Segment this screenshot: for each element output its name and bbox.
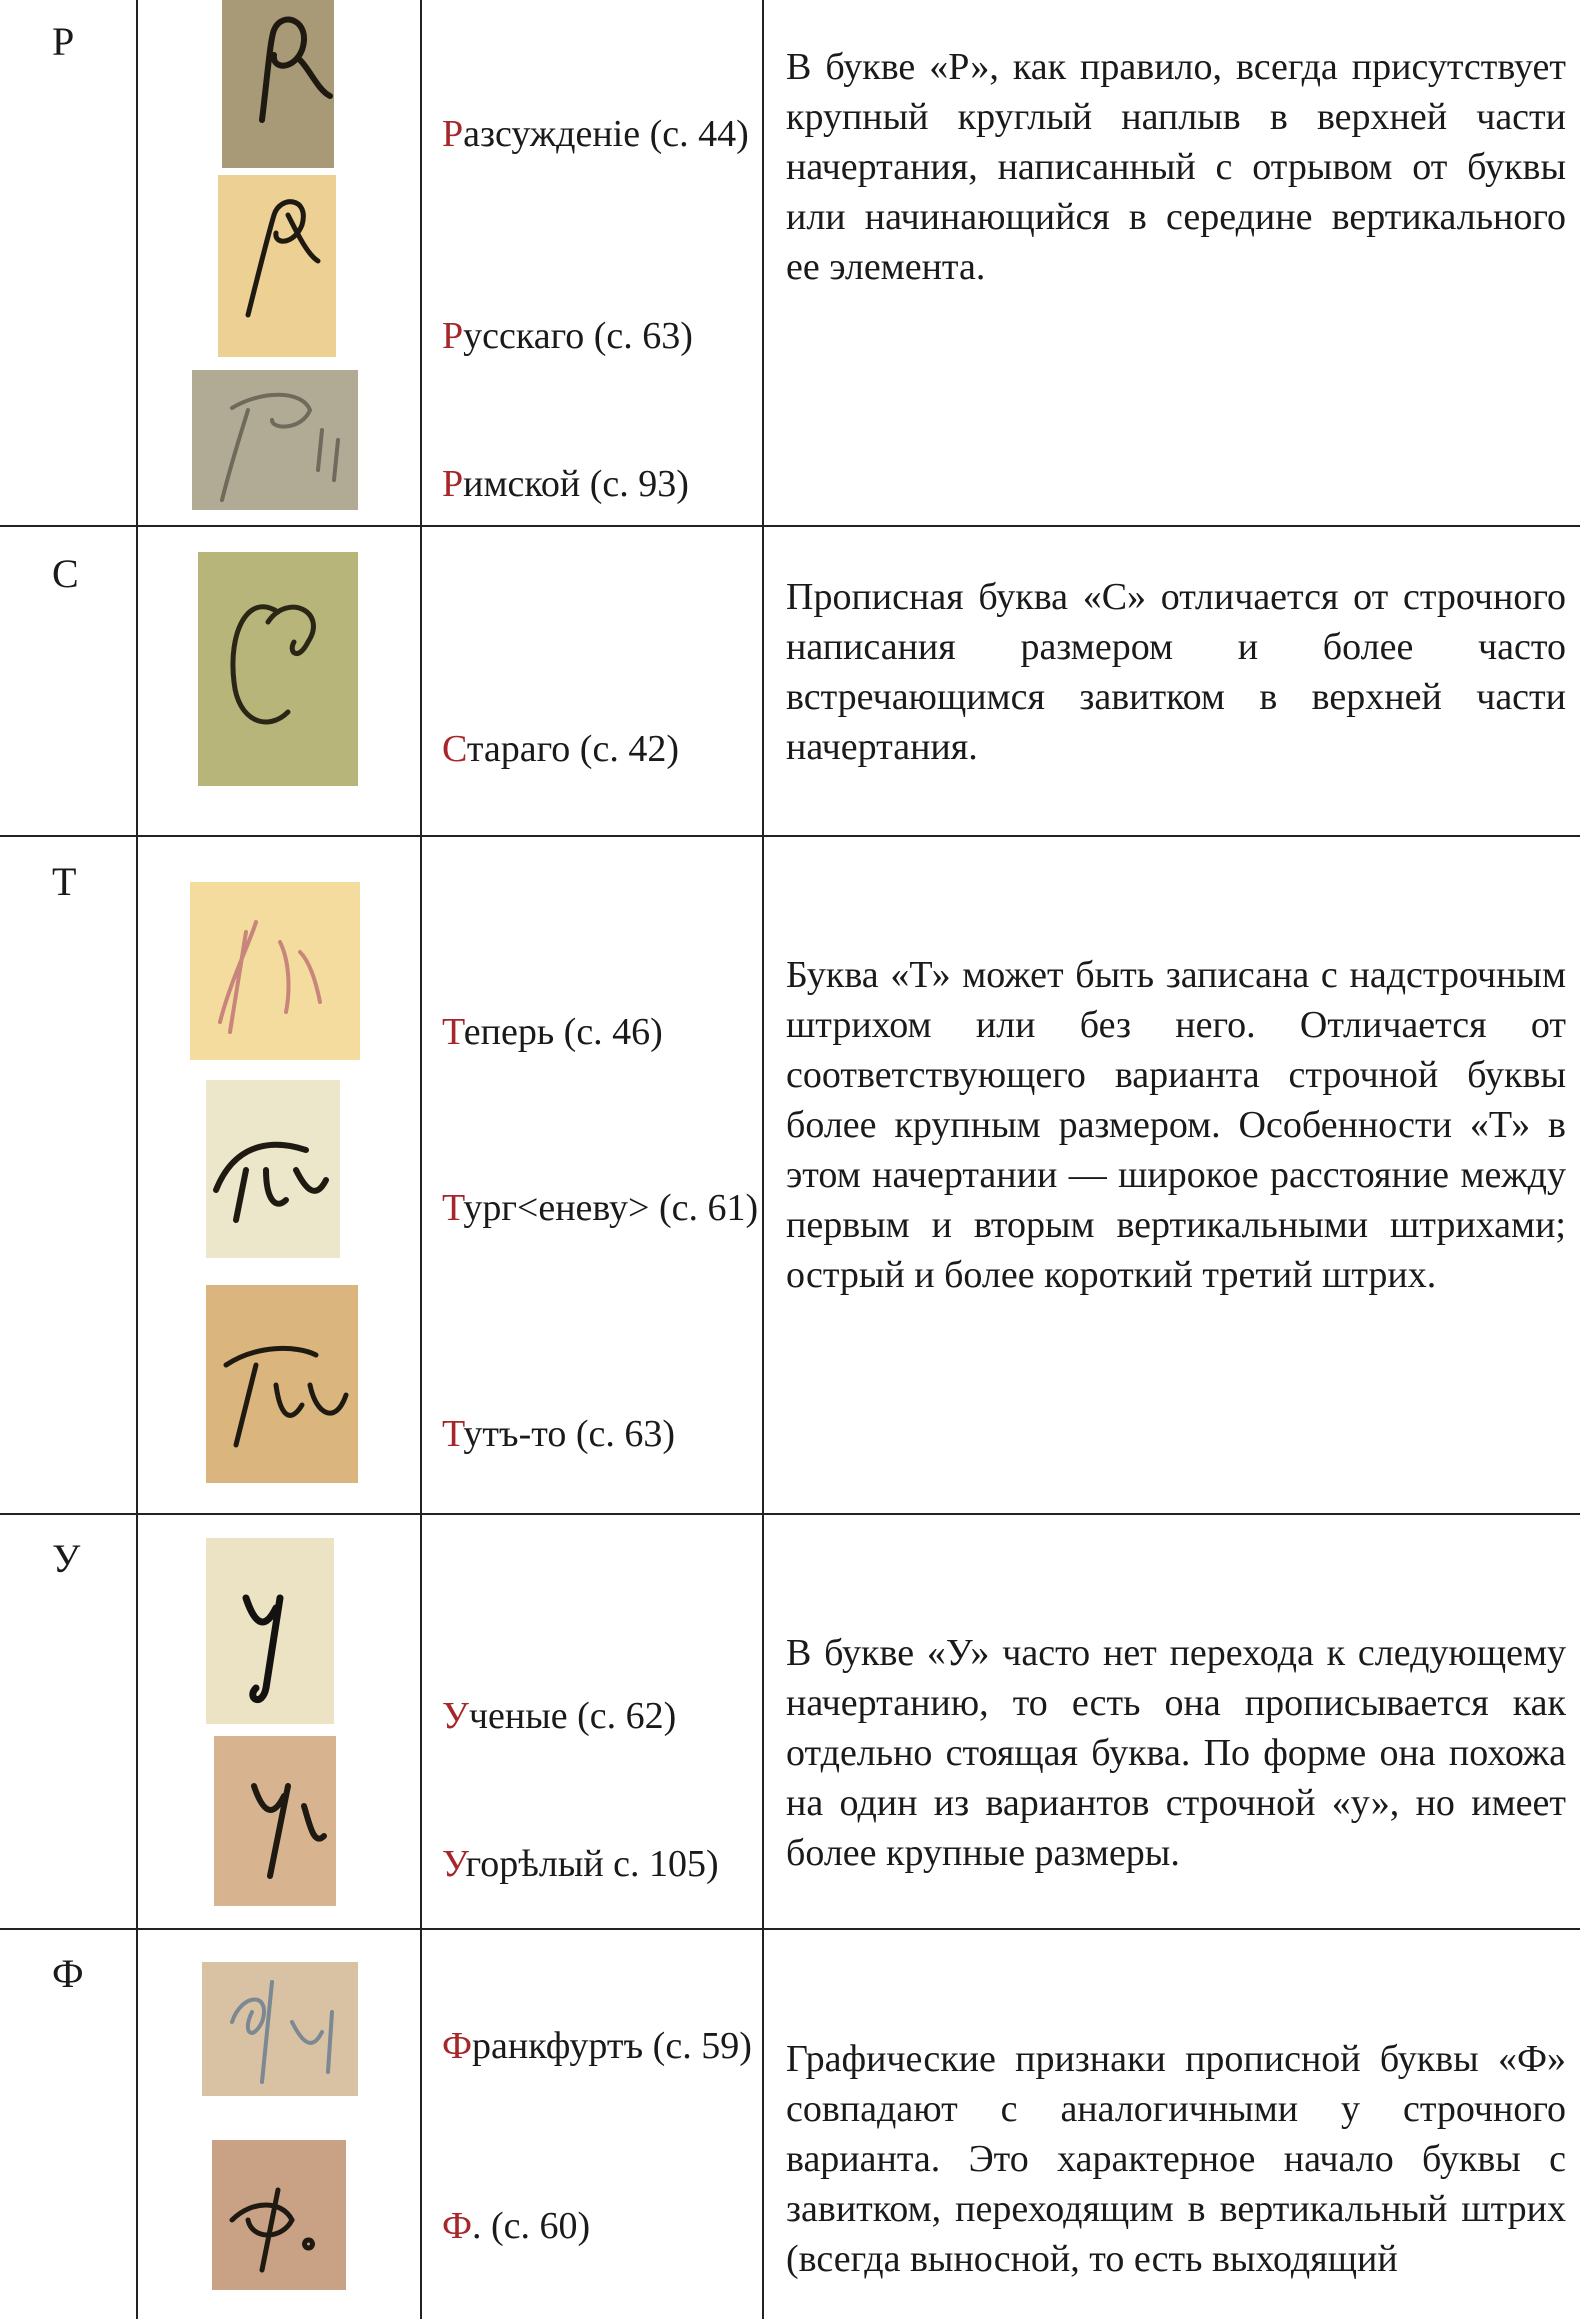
example-word: Разсужденіе (с. 44) bbox=[442, 113, 749, 155]
handwriting-sample-image bbox=[214, 1736, 336, 1906]
row-letter: Ф bbox=[52, 1951, 84, 1996]
example-word: Франкфуртъ (с. 59) bbox=[442, 2025, 752, 2067]
example-word: Тутъ-то (с. 63) bbox=[442, 1413, 676, 1455]
example-word: Угорѣлый с. 105) bbox=[442, 1843, 719, 1885]
handwriting-sample-image bbox=[206, 1080, 340, 1258]
row-letter: Т bbox=[52, 859, 77, 904]
example-word: Русскаго (с. 63) bbox=[442, 315, 693, 357]
column-rule bbox=[762, 0, 764, 2319]
example-word: Римской (с. 93) bbox=[442, 463, 689, 505]
handwriting-sample-image bbox=[206, 1538, 334, 1724]
example-word: Ф. (с. 60) bbox=[442, 2205, 591, 2247]
column-rule bbox=[420, 0, 422, 2319]
row-rule bbox=[0, 1928, 1580, 1930]
letter-description: В букве «У» часто нет перехода к следующему начертанию, то есть она прописывается как отдельно стоящая буква. По форме она похожа на один из вариантов строчной «у», но имеет более крупные размеры. bbox=[786, 1632, 1566, 1874]
row-letter: У bbox=[52, 1536, 81, 1581]
handwriting-sample-image bbox=[190, 882, 360, 1060]
row-rule bbox=[0, 835, 1580, 837]
letter-description: Графические признаки прописной буквы «Ф» совпадают с аналогичными у строчного варианта. Это характерное начало буквы с завитком, переходящим в вертикальный штрих (всегда выносной, то есть выходящий bbox=[786, 2038, 1566, 2280]
handwriting-sample-image bbox=[206, 1285, 358, 1483]
handwriting-sample-image bbox=[198, 552, 358, 786]
handwriting-sample-image bbox=[212, 2140, 346, 2290]
letter-description: В букве «Р», как правило, всегда присутствует крупный круглый наплыв в верхней части начертания, написанный с отрывом от буквы или начинающийся в середине вертикального ее элемента. bbox=[786, 46, 1566, 288]
example-word: Ученые (с. 62) bbox=[442, 1695, 677, 1737]
letter-description: Буква «Т» может быть записана с надстрочным штрихом или без него. Отличается от соответствующего варианта строчной буквы более крупным размером. Особенности «Т» в этом начертании — широкое расстояние между первым и вторым вертикальными штрихами; острый и более короткий третий штрих. bbox=[786, 954, 1566, 1296]
handwriting-sample-image bbox=[202, 1962, 358, 2096]
handwriting-sample-image bbox=[222, 0, 334, 168]
example-word: Теперь (с. 46) bbox=[442, 1011, 663, 1053]
row-letter: С bbox=[52, 551, 79, 596]
column-rule bbox=[136, 0, 138, 2319]
example-word: Тург<еневу> (с. 61) bbox=[442, 1187, 759, 1229]
handwriting-sample-image bbox=[192, 370, 358, 510]
example-word: Стараго (с. 42) bbox=[442, 728, 679, 770]
row-rule bbox=[0, 1513, 1580, 1515]
letter-description: Прописная буква «С» отличается от строчного написания размером и более часто встречающимся завитком в верхней части начертания. bbox=[786, 576, 1566, 768]
handwriting-sample-image bbox=[218, 175, 336, 357]
row-letter: Р bbox=[52, 19, 75, 64]
row-rule bbox=[0, 525, 1580, 527]
